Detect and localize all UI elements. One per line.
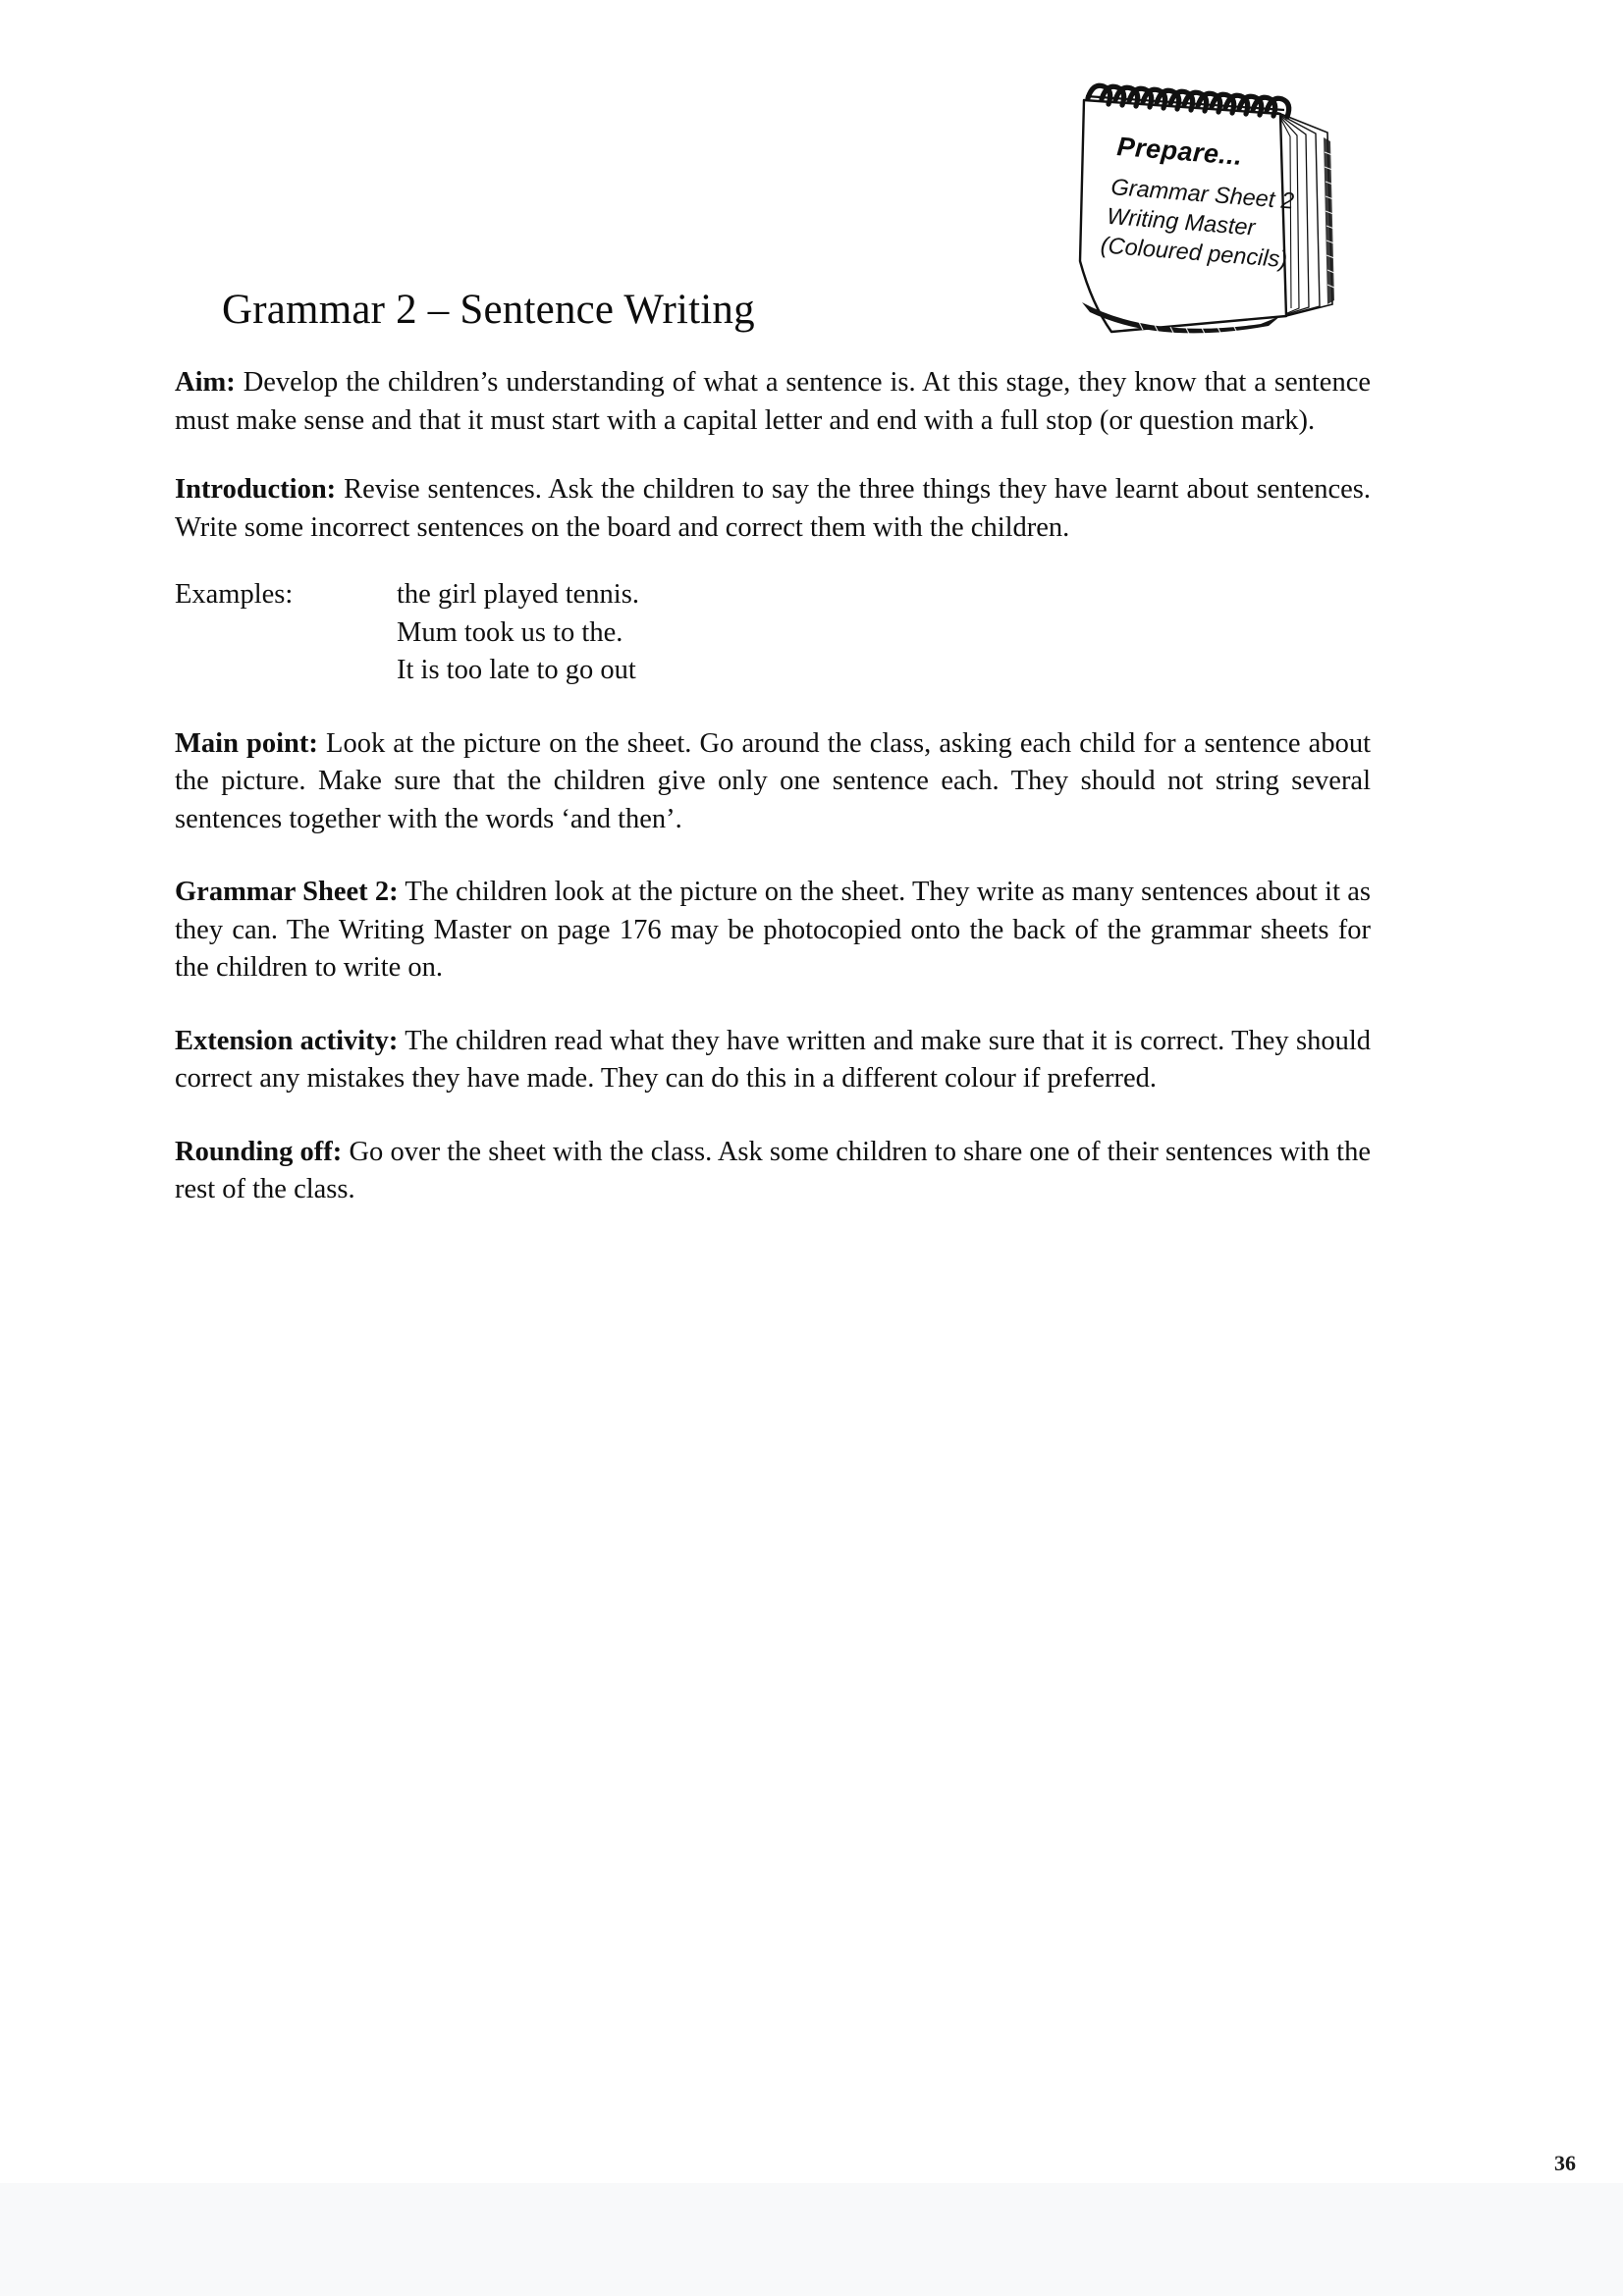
notepad-heading: Prepare... bbox=[1115, 132, 1244, 171]
page-number: 36 bbox=[1554, 2151, 1576, 2175]
section-aim-label: Aim: bbox=[175, 367, 236, 399]
section-extension-activity-label: Extension activity: bbox=[175, 1025, 399, 1056]
page-title: Grammar 2 – Sentence Writing bbox=[222, 287, 755, 333]
section-introduction bbox=[175, 471, 1371, 547]
notepad-line-2: Writing Master bbox=[1106, 202, 1257, 240]
section-aim-body: Develop the children’s understanding of what a sentence is. At this stage, they know that a sentence must make sense and that it must start with a capital letter and end with a full stop (or question mark). bbox=[175, 367, 1371, 436]
page-content bbox=[175, 0, 1371, 2183]
section-aim bbox=[175, 364, 1371, 440]
example-item: Mum took us to the. bbox=[397, 616, 623, 648]
section-grammar-sheet-body: The children look at the picture on the sheet. They write as many sentences about it as they can. The Writing Master on page 176 may be photocopied onto the back of the grammar sheets for the children to write on. bbox=[175, 877, 1372, 984]
section-main-point bbox=[175, 725, 1371, 839]
section-rounding-off-body: Go over the sheet with the class. Ask some children to share one of their sentences with the rest of the class. bbox=[175, 1136, 1372, 1205]
examples-block bbox=[175, 576, 1371, 690]
section-rounding-off-label: Rounding off: bbox=[175, 1136, 343, 1167]
section-main-point-body: Look at the picture on the sheet. Go around the class, asking each child for a sentence about the picture. Make sure that the children give only one sentence each. They should not string several sentences together with the words ‘and then’. bbox=[175, 727, 1371, 834]
notepad-line-1: Grammar Sheet 2 bbox=[1109, 174, 1295, 214]
notepad-line-3: (Coloured pencils) bbox=[1099, 232, 1289, 273]
section-grammar-sheet-label: Grammar Sheet 2: bbox=[175, 877, 399, 908]
section-introduction-label: Introduction: bbox=[175, 474, 337, 506]
section-rounding-off bbox=[175, 1134, 1371, 1209]
examples-label: Examples: bbox=[175, 579, 294, 611]
spiral-notepad-illustration bbox=[1033, 59, 1379, 353]
section-main-point-label: Main point: bbox=[175, 727, 318, 759]
examples-list bbox=[397, 576, 1371, 690]
section-extension-activity bbox=[175, 1023, 1371, 1098]
example-item: the girl played tennis. bbox=[397, 579, 639, 611]
section-extension-activity-body: The children read what they have written and make sure that it is correct. They should correct any mistakes they have made. They can do this in a different colour if preferred. bbox=[175, 1025, 1371, 1095]
section-grammar-sheet bbox=[175, 874, 1371, 988]
section-introduction-body: Revise sentences. Ask the children to say the three things they have learnt about sentences. Write some incorrect sentences on the board and correct them with the children. bbox=[175, 474, 1371, 543]
example-item: It is too late to go out bbox=[397, 655, 636, 686]
